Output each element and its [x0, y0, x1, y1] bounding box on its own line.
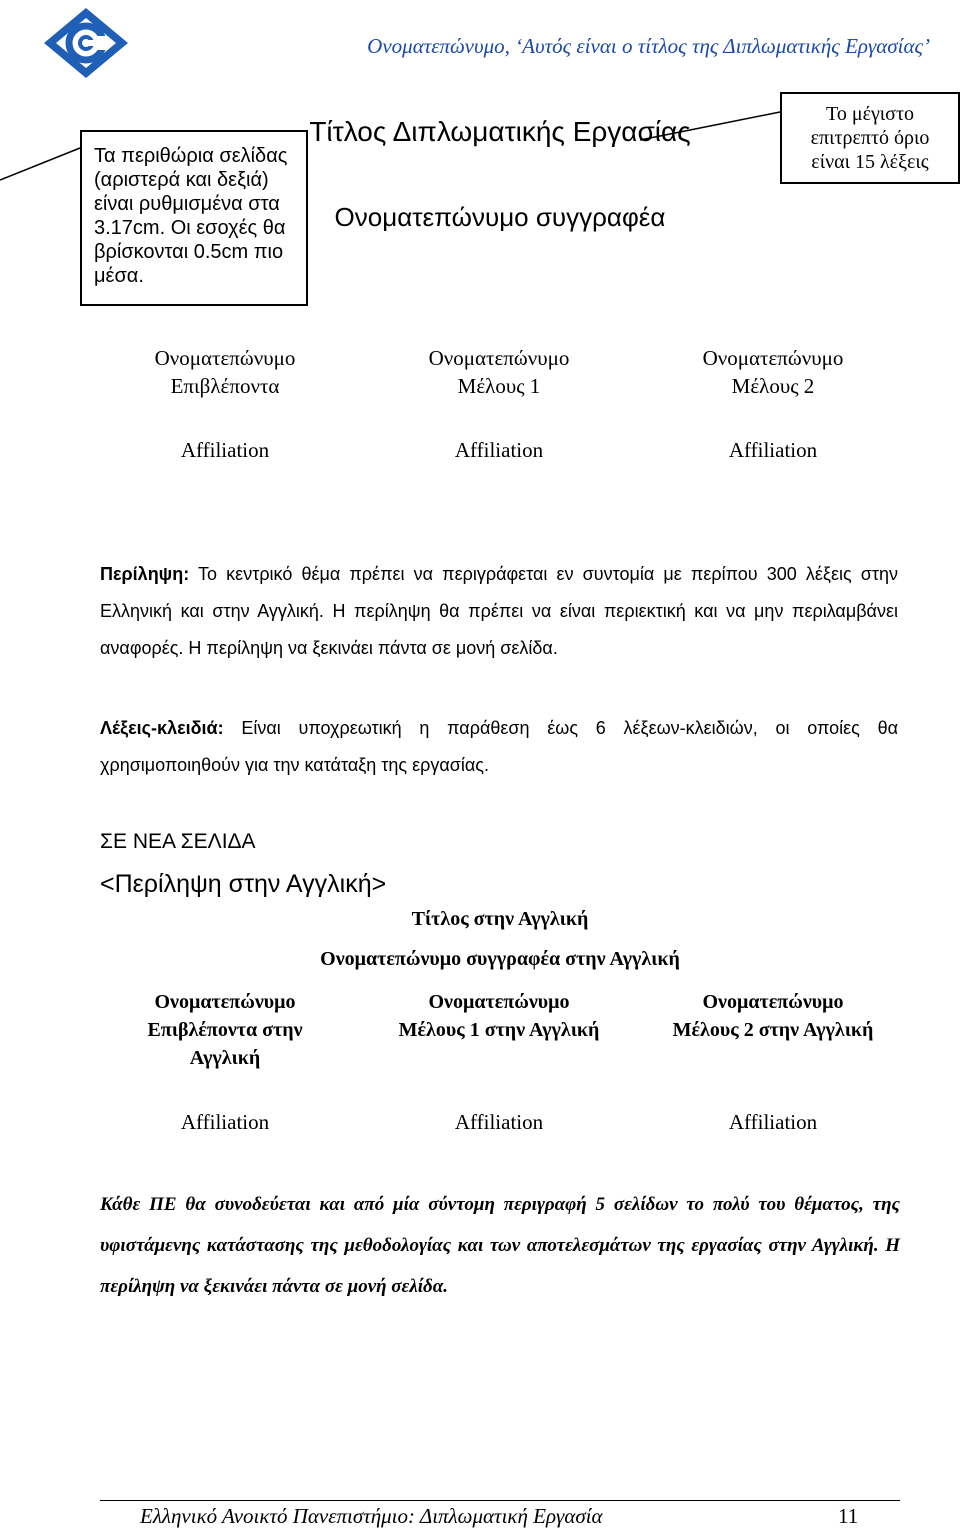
footer-divider [100, 1500, 900, 1501]
margin-note-line: Τα περιθώρια σελίδας [94, 145, 288, 167]
margin-note-line: είναι ρυθμισμένα στα [94, 193, 280, 215]
thesis-title: Τίτλος Διπλωματικής Εργασίας [309, 116, 691, 147]
margin-note-line: βρίσκονται 0.5cm πιο [94, 241, 284, 263]
new-page-label: ΣΕ ΝΕΑ ΣΕΛΙΔΑ [100, 830, 256, 853]
keywords-paragraph [100, 710, 898, 784]
member-name: Ονοματεπώνυμο [428, 991, 570, 1013]
english-abstract-heading: <Περίληψη στην Αγγλική> [100, 870, 387, 898]
affiliation-member-2: Affiliation [728, 438, 818, 462]
word-limit-line: είναι 15 λέξεις [811, 151, 929, 173]
author-name: Ονοματεπώνυμο συγγραφέα [334, 202, 666, 232]
member-role: Μέλους 2 [731, 374, 815, 398]
margin-note-pointer [0, 148, 80, 180]
committee-member-supervisor [90, 344, 360, 400]
english-affiliation-supervisor: Affiliation [180, 1110, 270, 1134]
english-author: Ονοματεπώνυμο συγγραφέα στην Αγγλική [320, 948, 680, 970]
abstract-paragraph [100, 556, 898, 667]
member-role: Μέλους 2 στην Αγγλική [672, 1019, 874, 1041]
abstract-text: Το κεντρικό θέμα πρέπει να περιγράφεται εν συντομία με περίπου 300 λέξεις στην Ελληνική και στην Αγγλική. Η περίληψη θα πρέπει να είναι περιεκτική και να μην περιλαμβάνει αναφορές. Η περίληψη να ξεκινάει πάντα σε μονή σελίδα. [100, 564, 898, 658]
margin-note-line: μέσα. [94, 265, 144, 287]
affiliation-supervisor: Affiliation [180, 438, 270, 462]
affiliation-member-1: Affiliation [454, 438, 544, 462]
page-number: 11 [838, 1504, 859, 1528]
member-name: Ονοματεπώνυμο [428, 346, 570, 370]
member-role: Αγγλική [189, 1047, 261, 1069]
margin-note-line: 3.17cm. Οι εσοχές θα [94, 217, 286, 239]
committee-member-1 [364, 344, 634, 400]
member-name: Ονοματεπώνυμο [702, 346, 844, 370]
english-affiliation-member-1: Affiliation [454, 1110, 544, 1134]
member-role: Μέλους 1 στην Αγγλική [398, 1019, 600, 1041]
english-committee-member-1 [364, 988, 634, 1044]
header-running-title: Ονοματεπώνυμο, ‘Αυτός είναι ο τίτλος της Διπλωματικής Εργασίας’ [367, 34, 930, 58]
member-name: Ονοματεπώνυμο [154, 346, 296, 370]
footer-text: Ελληνικό Ανοικτό Πανεπιστήμιο: Διπλωματική Εργασία [140, 1504, 603, 1528]
word-limit-line: επιτρεπτό όριο [810, 127, 930, 149]
committee-member-2 [638, 344, 908, 400]
summary-note: Κάθε ΠΕ θα συνοδεύεται και από μία σύντομη περιγραφή 5 σελίδων το πολύ του θέματος, της υφιστάμενης κατάστασης της μεθοδολογίας και των αποτελεσμάτων της εργασίας στην Αγγλική. Η περίληψη να ξεκινάει πάντα σε μονή σελίδα. [100, 1194, 900, 1297]
member-role: Επιβλέποντα στην [147, 1019, 303, 1041]
member-role: Επιβλέποντα [170, 374, 280, 398]
english-title: Τίτλος στην Αγγλική [411, 908, 589, 930]
word-limit-line: Το μέγιστο [826, 103, 914, 125]
member-name: Ονοματεπώνυμο [154, 991, 296, 1013]
keywords-text: Είναι υποχρεωτική η παράθεση έως 6 λέξεων-κλειδιών, οι οποίες θα χρησιμοποιηθούν για την κατάταξη της εργασίας. [100, 718, 898, 775]
keywords-label: Λέξεις-κλειδιά: [100, 718, 224, 738]
abstract-label: Περίληψη: [100, 564, 190, 584]
english-affiliation-member-2: Affiliation [728, 1110, 818, 1134]
member-role: Μέλους 1 [457, 374, 541, 398]
english-committee-member-2 [638, 988, 908, 1044]
member-name: Ονοματεπώνυμο [702, 991, 844, 1013]
margin-note-line: (αριστερά και δεξιά) [94, 169, 269, 191]
english-committee-supervisor [90, 988, 360, 1072]
